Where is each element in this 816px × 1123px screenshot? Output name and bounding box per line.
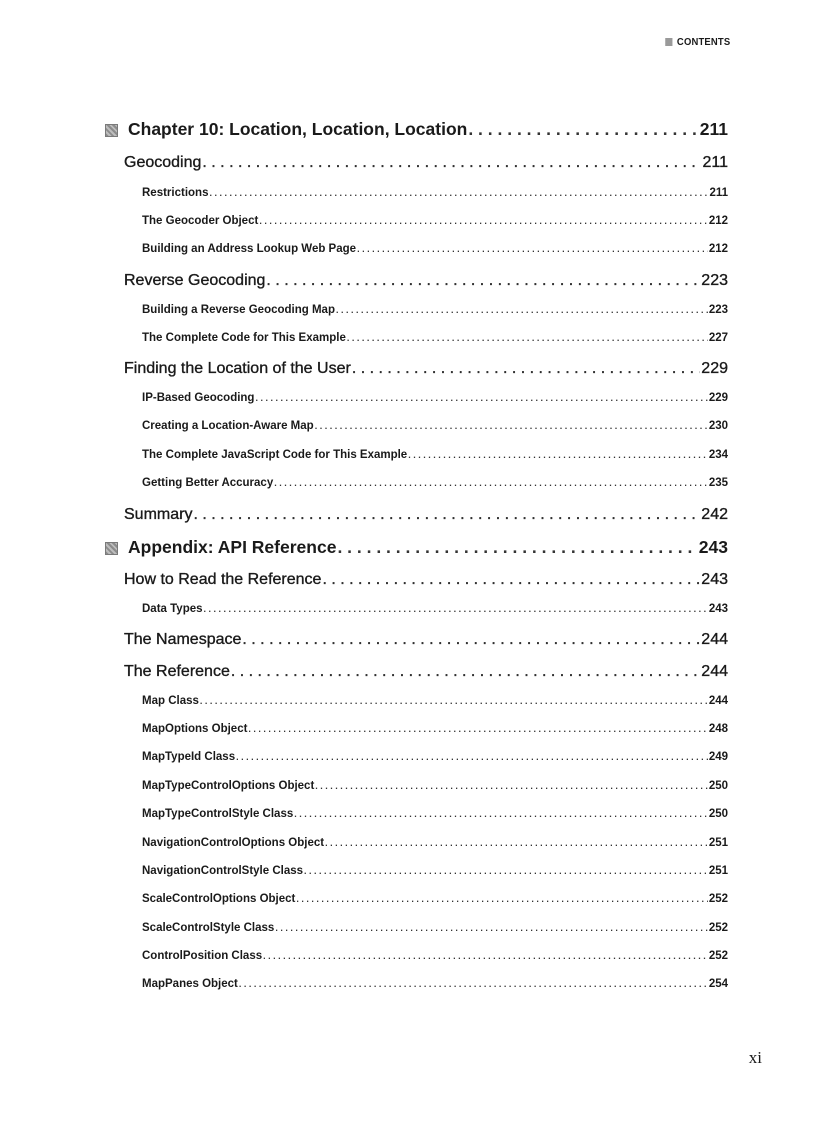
toc-entry-label: Finding the Location of the User: [124, 360, 351, 377]
toc-entry-label: Map Class: [142, 695, 199, 707]
toc-entry-label: The Reference: [124, 663, 230, 680]
toc-entry-label: Creating a Location-Aware Map: [142, 420, 314, 432]
toc-entry-page: 229: [708, 392, 728, 404]
toc-entry-reference[interactable]: [124, 663, 728, 681]
toc-entry-location-aware-map[interactable]: [142, 420, 728, 432]
dot-leader: [236, 752, 708, 762]
dot-leader: [248, 724, 707, 734]
toc-entry-page: 229: [701, 360, 728, 377]
dot-leader: [259, 216, 708, 226]
toc-entry-page: 250: [708, 780, 728, 792]
toc-entry-navcontroloptions[interactable]: [142, 837, 728, 849]
toc-entry-label: Data Types: [142, 603, 203, 615]
toc-entry-page: 244: [708, 695, 728, 707]
dot-leader: [296, 894, 707, 904]
toc-entry-page: 211: [702, 154, 728, 171]
dot-leader: [274, 478, 708, 488]
toc-entry-label: Building an Address Lookup Web Page: [142, 243, 357, 255]
toc-entry-page: 251: [708, 865, 728, 877]
toc-entry-label: ScaleControlOptions Object: [142, 893, 296, 905]
toc-entry-label: Summary: [124, 506, 193, 523]
toc-entry-chapter-10[interactable]: [128, 119, 728, 140]
toc-entry-label: The Complete JavaScript Code for This Example: [142, 449, 408, 461]
toc-entry-reverse-map[interactable]: [142, 304, 728, 316]
toc-entry-page: 223: [701, 272, 728, 289]
toc-entry-restrictions[interactable]: [142, 187, 728, 199]
dot-leader: [239, 979, 708, 989]
dot-leader: [231, 663, 700, 681]
dot-leader: [408, 450, 708, 460]
toc-entry-address-lookup[interactable]: [142, 243, 728, 255]
toc-entry-label: MapTypeId Class: [142, 751, 236, 763]
toc-entry-page: 251: [708, 837, 728, 849]
toc-entry-scalecontroloptions[interactable]: [142, 893, 728, 905]
toc-entry-label: Restrictions: [142, 187, 209, 199]
toc-entry-summary[interactable]: [124, 506, 728, 524]
toc-entry-page: 254: [708, 978, 728, 990]
toc-entry-label: The Complete Code for This Example: [142, 332, 346, 344]
running-header: [665, 36, 730, 48]
toc-entry-page: 248: [708, 723, 728, 735]
toc-entry-page: 252: [708, 922, 728, 934]
toc-entry-page: 230: [708, 420, 728, 432]
toc-entry-label: Getting Better Accuracy: [142, 477, 274, 489]
toc-entry-label: Chapter 10: Location, Location, Location: [128, 119, 468, 139]
toc-entry-geocoding[interactable]: [124, 154, 728, 172]
toc-entry-page: 252: [708, 950, 728, 962]
toc-entry-label: The Geocoder Object: [142, 215, 259, 227]
toc-entry-page: 235: [708, 477, 728, 489]
toc-entry-finding-location[interactable]: [124, 360, 728, 378]
dot-leader: [336, 305, 708, 315]
toc-entry-label: Appendix: API Reference: [128, 537, 337, 557]
dot-leader: [200, 696, 708, 706]
running-title: CONTENTS: [676, 36, 730, 48]
dot-leader: [337, 537, 697, 558]
dot-leader: [357, 244, 708, 254]
toc-entry-controlposition[interactable]: [142, 950, 728, 962]
toc-entry-page: 211: [709, 187, 728, 199]
toc-entry-page: 234: [708, 449, 728, 461]
toc-entry-label: NavigationControlOptions Object: [142, 837, 325, 849]
page-number: xi: [748, 1048, 762, 1067]
toc-entry-label: The Namespace: [124, 631, 242, 648]
toc-entry-label: ControlPosition Class: [142, 950, 263, 962]
toc-entry-maptypecontroloptions[interactable]: [142, 780, 728, 792]
dot-leader: [242, 631, 700, 649]
header-square-icon: [665, 38, 672, 46]
toc-entry-mappanes[interactable]: [142, 978, 728, 990]
toc-entry-page: 212: [708, 215, 728, 227]
toc-entry-map-class[interactable]: [142, 695, 728, 707]
toc-entry-complete-code[interactable]: [142, 332, 728, 344]
toc-entry-label: ScaleControlStyle Class: [142, 922, 275, 934]
toc-entry-label: MapTypeControlStyle Class: [142, 808, 294, 820]
dot-leader: [193, 506, 700, 524]
toc-entry-page: 227: [708, 332, 728, 344]
toc-entry-label: Geocoding: [124, 154, 202, 171]
dot-leader: [304, 866, 708, 876]
toc-entry-appendix[interactable]: [128, 537, 728, 558]
toc-entry-page: 243: [698, 537, 728, 557]
toc-entry-data-types[interactable]: [142, 603, 728, 615]
toc-entry-page: 211: [699, 119, 728, 139]
toc-entry-label: MapPanes Object: [142, 978, 238, 990]
dot-leader: [275, 923, 708, 933]
toc-entry-page: 252: [708, 893, 728, 905]
dot-leader: [468, 119, 698, 140]
toc-entry-page: 223: [708, 304, 728, 316]
toc-entry-page: 243: [708, 603, 728, 615]
dot-leader: [322, 571, 700, 589]
toc-entry-page: 243: [701, 571, 728, 588]
toc-entry-label: Reverse Geocoding: [124, 272, 266, 289]
toc-entry-maptypeid[interactable]: [142, 751, 728, 763]
dot-leader: [255, 393, 707, 403]
dot-leader: [202, 154, 701, 172]
toc-entry-label: NavigationControlStyle Class: [142, 865, 304, 877]
toc-entry-label: IP-Based Geocoding: [142, 392, 255, 404]
dot-leader: [315, 781, 708, 791]
chapter-square-icon: [105, 124, 118, 137]
dot-leader: [315, 421, 708, 431]
toc-entry-page: 244: [701, 663, 728, 680]
toc-entry-scalecontrolstyle[interactable]: [142, 922, 728, 934]
toc-entry-page: 250: [708, 808, 728, 820]
toc-entry-navcontrolstyle[interactable]: [142, 865, 728, 877]
toc-entry-better-accuracy[interactable]: [142, 477, 728, 489]
toc-entry-page: 242: [701, 506, 728, 523]
toc-entry-page: 212: [708, 243, 728, 255]
dot-leader: [352, 360, 700, 378]
toc-entry-complete-js[interactable]: [142, 449, 728, 461]
toc-entry-mapoptions[interactable]: [142, 723, 728, 735]
dot-leader: [266, 272, 700, 290]
chapter-square-icon: [105, 542, 118, 555]
toc-entry-ip-geocoding[interactable]: [142, 392, 728, 404]
toc-entry-label: MapTypeControlOptions Object: [142, 780, 315, 792]
toc-entry-page: 244: [701, 631, 728, 648]
toc-entry-label: MapOptions Object: [142, 723, 248, 735]
dot-leader: [325, 838, 708, 848]
toc-entry-label: How to Read the Reference: [124, 571, 322, 588]
dot-leader: [204, 604, 708, 614]
dot-leader: [209, 188, 708, 198]
dot-leader: [347, 333, 708, 343]
toc-entry-label: Building a Reverse Geocoding Map: [142, 304, 335, 316]
toc-entry-how-to-read[interactable]: [124, 571, 728, 589]
dot-leader: [263, 951, 708, 961]
toc-entry-geocoder-object[interactable]: [142, 215, 728, 227]
dot-leader: [294, 809, 708, 819]
toc-entry-reverse-geocoding[interactable]: [124, 272, 728, 290]
toc-entry-namespace[interactable]: [124, 631, 728, 649]
toc-entry-maptypecontrolstyle[interactable]: [142, 808, 728, 820]
toc-entry-page: 249: [708, 751, 728, 763]
